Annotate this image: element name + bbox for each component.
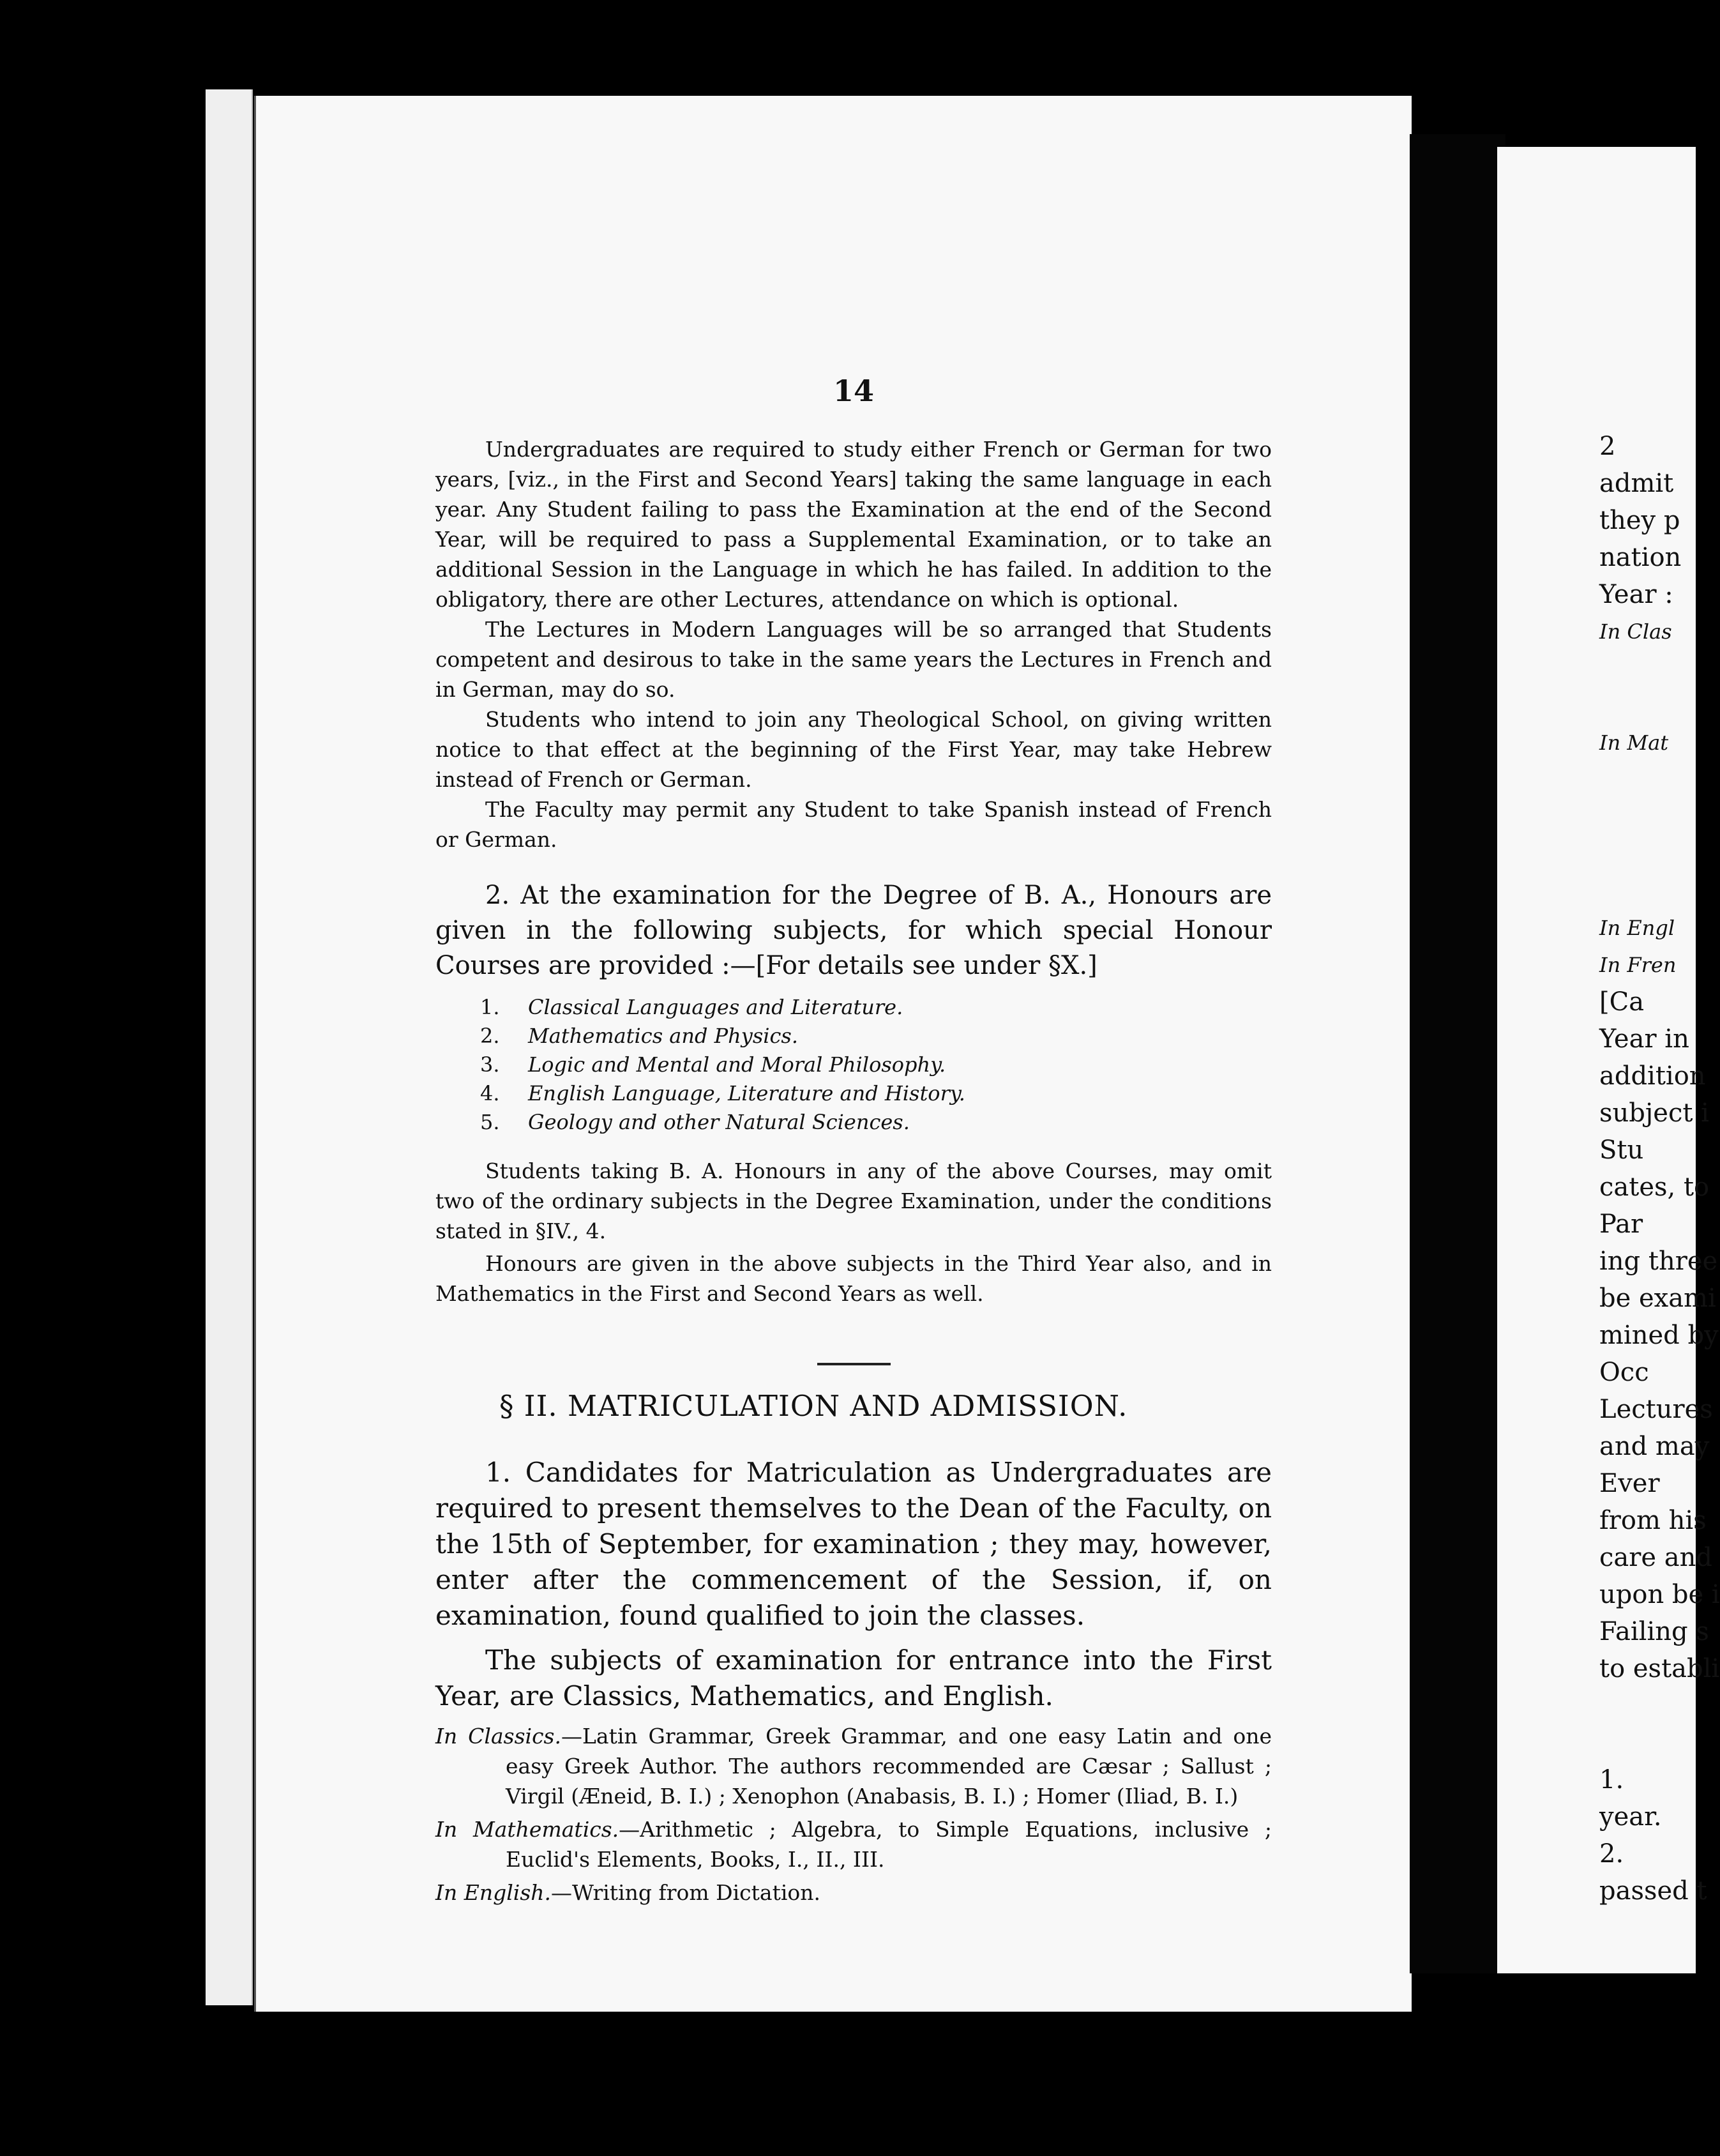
list-label: Logic and Mental and Moral Philosophy.	[528, 1052, 946, 1077]
paragraph-theological: Students who intend to join any Theological School, on giving written notice to that effect at the beginning of the First Year, may take Hebrew instead of French or German.	[435, 707, 1272, 792]
right-page-line: Ever	[1599, 1469, 1660, 1498]
right-page-line: In Fren	[1599, 953, 1677, 977]
right-page-line: passed t	[1599, 1876, 1707, 1906]
right-page-line	[1599, 650, 1720, 687]
paragraph-spanish: The Faculty may permit any Student to take Spanish instead of French or German.	[435, 797, 1272, 852]
subject-text: —Arithmetic ; Algebra, to Simple Equations, inclusive ; Euclid's Elements, Books, I., II., III.	[506, 1817, 1272, 1872]
right-page-line: Year :	[1599, 580, 1673, 609]
right-page-line: cates, to	[1599, 1173, 1710, 1202]
right-page-line: ing three	[1599, 1247, 1718, 1276]
right-page-line: care and	[1599, 1543, 1712, 1572]
list-item	[480, 1108, 1182, 1137]
subject-entry	[435, 1814, 1272, 1874]
right-page-line: and may	[1599, 1432, 1710, 1461]
subject-entry	[435, 1721, 1272, 1811]
right-page-line: Occ	[1599, 1358, 1649, 1387]
right-page-line	[1599, 872, 1720, 909]
right-page-line: subject i	[1599, 1098, 1709, 1128]
right-page-line: Par	[1599, 1210, 1643, 1239]
right-page-line: In Mat	[1599, 731, 1669, 755]
right-page-line	[1599, 835, 1720, 872]
list-label: English Language, Literature and History.	[528, 1081, 965, 1105]
list-label: Mathematics and Physics.	[528, 1024, 799, 1048]
paragraph-candidates: 1. Candidates for Matriculation as Undergraduates are required to present themselves to the Dean of the Faculty, on the 15th of September, for examination ; they may, however, enter after the commencement of the Session, if, on examination, found qualified to join the classes.	[435, 1457, 1272, 1631]
subject-entry	[435, 1878, 1272, 1908]
right-page-line: Stu	[1599, 1135, 1644, 1165]
paragraph-modern-languages: The Lectures in Modern Languages will be so arranged that Students competent and desirous to take in the same years the Lectures in French and in German, may do so.	[435, 617, 1272, 702]
subject-text: —Writing from Dictation.	[551, 1880, 820, 1905]
right-page-line: In Clas	[1599, 619, 1672, 644]
right-page-fragments	[1599, 428, 1720, 1909]
matriculation-paragraphs	[435, 1455, 1272, 1723]
right-page-line: addition	[1599, 1061, 1706, 1091]
honours-notes	[435, 1156, 1272, 1311]
list-item	[480, 1022, 1182, 1051]
honours-intro	[435, 878, 1272, 983]
right-page-line: be exami	[1599, 1284, 1716, 1313]
section-divider	[817, 1363, 891, 1365]
right-page-line	[1599, 687, 1720, 724]
right-page-line: year.	[1599, 1802, 1662, 1832]
list-item	[480, 993, 1182, 1022]
subject-text: —Latin Grammar, Greek Grammar, and one easy Latin and one easy Greek Author. The authors recommended are Cæsar ; Sallust ; Virgil (Æneid, B. I.) ; Xenophon (Anabasis, B. I.) ; Homer (Iliad, B. I.)	[506, 1724, 1272, 1809]
right-page-line: Failing s	[1599, 1617, 1709, 1646]
page-number: 14	[833, 374, 875, 408]
paragraph-entrance-subjects: The subjects of examination for entrance into the First Year, are Classics, Mathematics, and English.	[435, 1644, 1272, 1712]
right-page-line	[1599, 761, 1720, 798]
list-number: 2.	[480, 1024, 500, 1048]
entrance-subjects	[435, 1721, 1272, 1911]
right-page-line: admit	[1599, 469, 1674, 498]
right-page-line: Lectures	[1599, 1395, 1713, 1424]
left-book-edge	[206, 89, 253, 2005]
list-number: 1.	[480, 995, 500, 1019]
right-page-line	[1599, 1687, 1720, 1724]
subject-label: In Classics.	[435, 1724, 561, 1749]
honour-courses-list	[480, 993, 1182, 1137]
right-page-line	[1599, 798, 1720, 835]
subject-label: In English.	[435, 1880, 552, 1905]
list-number: 5.	[480, 1110, 500, 1134]
paragraph-honours: 2. At the examination for the Degree of B. A., Honours are given in the following subjects, for which special Honour Courses are provided :—[For details see under §X.]	[435, 881, 1272, 980]
right-page-line: mined by	[1599, 1321, 1719, 1350]
right-page-line: upon be i	[1599, 1580, 1720, 1609]
right-page-line: 1.	[1599, 1765, 1624, 1795]
book-gutter	[1410, 134, 1505, 1973]
right-page-line: they p	[1599, 506, 1680, 535]
section-heading: § II. MATRICULATION AND ADMISSION.	[499, 1389, 1128, 1423]
right-page-line: from his	[1599, 1506, 1707, 1535]
right-page-line	[1599, 1724, 1720, 1761]
right-page-line: to establi	[1599, 1654, 1720, 1683]
paragraph-omit-subjects: Students taking B. A. Honours in any of the above Courses, may omit two of the ordinary subjects in the Degree Examination, under the conditions stated in §IV., 4.	[435, 1158, 1272, 1243]
right-page-line: 2.	[1599, 1839, 1624, 1869]
list-number: 3.	[480, 1052, 500, 1077]
right-page-line: Year in	[1599, 1024, 1689, 1054]
paragraph-languages: Undergraduates are required to study either French or German for two years, [viz., in the First and Second Years] taking the same language in each year. Any Student failing to pass the Examination at the end of the Second Year, will be required to pass a Supplemental Examination, or to take an additional Session in the Language in which he has failed. In addition to the obligatory, there are other Lectures, attendance on which is optional.	[435, 437, 1272, 612]
intro-paragraphs	[435, 434, 1272, 854]
right-page-line: In Engl	[1599, 916, 1675, 940]
right-page-line: [Ca	[1599, 987, 1645, 1017]
list-item	[480, 1051, 1182, 1079]
list-number: 4.	[480, 1081, 500, 1105]
subject-label: In Mathematics.	[435, 1817, 619, 1842]
list-label: Classical Languages and Literature.	[528, 995, 903, 1019]
right-page-line: 2	[1599, 432, 1616, 461]
paragraph-honours-years: Honours are given in the above subjects in the Third Year also, and in Mathematics in the First and Second Years as well.	[435, 1251, 1272, 1306]
right-page-line: nation	[1599, 543, 1682, 572]
list-item	[480, 1079, 1182, 1108]
list-label: Geology and other Natural Sciences.	[528, 1110, 910, 1134]
